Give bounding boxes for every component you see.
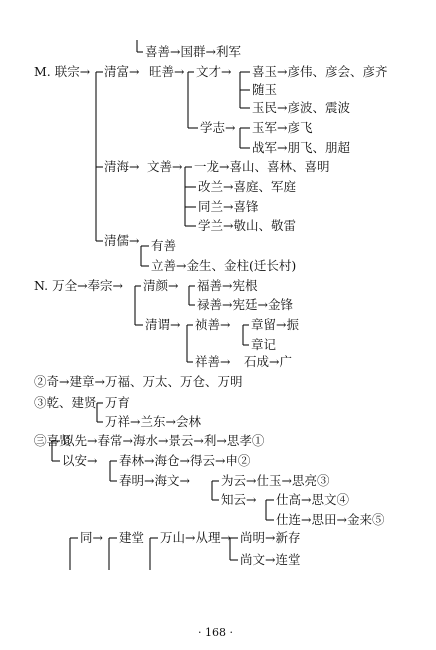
node-zhangliu: 章留→振: [251, 317, 299, 332]
node-zhangji: 章记: [251, 337, 277, 352]
node-wencai: 文才→: [196, 64, 232, 79]
node-chunming: 春明→海文→: [119, 473, 190, 488]
node-n-wanquan: N. 万全→奉宗→: [34, 278, 124, 293]
node-shigao: 仕高→思文④: [276, 492, 349, 507]
node-lishan: 立善→金生、金柱(迁长村): [151, 258, 297, 273]
node-youshan: 有善: [151, 238, 177, 253]
node-shicheng: 石成→广: [244, 354, 292, 369]
node-xixian: ㊂喜贤: [34, 433, 72, 448]
node-wanshan: 万山→从理→: [160, 530, 231, 545]
node-yumin: 玉民→彦波、震波: [252, 100, 350, 115]
node-wenshan: 文善→: [147, 159, 183, 174]
node-qingyan: 清颜→: [143, 278, 179, 293]
node-yian: 以安→: [62, 453, 98, 468]
node-suiyu: 随玉: [252, 82, 278, 97]
node-qingru: 清儒→: [104, 233, 140, 248]
node-xuelan: 学兰→敬山、敬雷: [198, 218, 296, 233]
node-shangwen: 尚文→连堂: [240, 552, 301, 567]
node-qian-jianxian: ③乾、建贤: [34, 395, 97, 410]
node-tonglan: 同兰→喜锋: [198, 199, 259, 214]
node-jiantang: 建堂: [119, 530, 145, 545]
node-wangshan: 旺善→: [149, 64, 185, 79]
node-weiyun: 为云→仕玉→思亮③: [221, 473, 330, 488]
node-yilong: 一龙→喜山、喜林、喜明: [194, 159, 330, 174]
node-chunlin: 春林→海仓→得云→申②: [119, 453, 251, 468]
node-zhanjun: 战军→朋飞、朋超: [252, 140, 350, 155]
node-qingfu: 清富→: [104, 64, 140, 79]
node-xiangshan: 祥善→: [195, 354, 231, 369]
page-number: · 168 ·: [198, 626, 233, 639]
node-qingwei: 清谓→: [145, 317, 181, 332]
node-xiyu: 喜玉→彦伟、彦会、彦齐: [252, 64, 388, 79]
node-m-lianzong: M. 联宗→: [34, 64, 91, 79]
node-qi-line: ②奇→建章→万福、万太、万仓、万明: [34, 374, 243, 389]
node-fushan: 福善→宪根: [197, 278, 258, 293]
node-qinghai: 清海→: [104, 159, 140, 174]
node-lushan: 禄善→宪廷→金锋: [197, 297, 293, 312]
node-tong: 同→: [80, 530, 103, 545]
node-shangming: 尚明→新存: [240, 530, 301, 545]
node-zhenshan: 祯善→: [195, 317, 231, 332]
node-wanyu: 万育: [105, 395, 131, 410]
node-yixian: 以先→春常→海水→景云→利→思孝①: [62, 433, 265, 448]
node-yujun: 玉军→彦飞: [252, 120, 313, 135]
node-xuezhi: 学志→: [200, 120, 236, 135]
node-gailan: 改兰→喜庭、军庭: [198, 179, 296, 194]
node-zhiyun: 知云→: [221, 492, 257, 507]
node-xishan-line: 喜善→国群→利军: [145, 44, 241, 59]
node-wanxiang: 万祥→兰东→会林: [105, 414, 201, 429]
node-shilian: 仕连→思田→金来⑤: [276, 512, 385, 527]
